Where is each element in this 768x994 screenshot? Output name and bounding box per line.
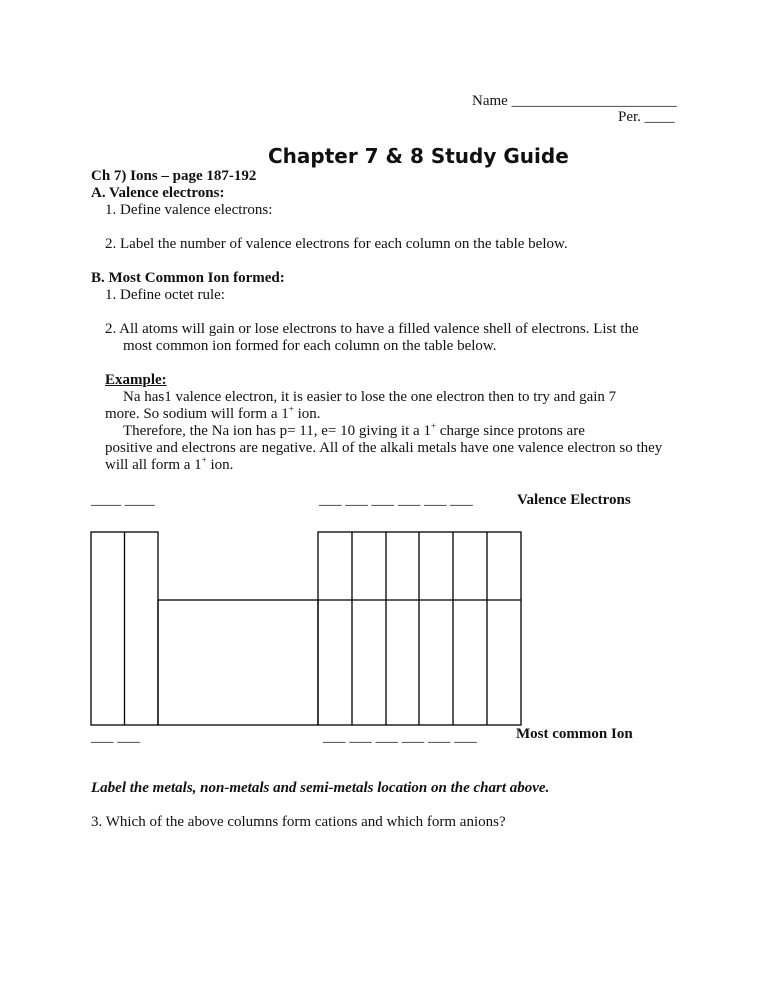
part-a-question-1: 1. Define valence electrons: <box>105 202 273 218</box>
period-field-label: Per. ____ <box>618 109 675 125</box>
example-line-5-text: will all form a 1 <box>105 457 202 473</box>
part-b-heading: B. Most Common Ion formed: <box>91 270 285 286</box>
example-line-2-superscript: + <box>288 404 294 414</box>
question-3: 3. Which of the above columns form cations and which form anions? <box>91 814 506 830</box>
ion-blanks-left: ___ ___ <box>91 729 140 745</box>
ion-blanks-right: ___ ___ ___ ___ ___ ___ <box>323 729 477 745</box>
section-heading-ch7: Ch 7) Ions – page 187-192 <box>91 168 257 184</box>
part-a-question-2: 2. Label the number of valence electrons for each column on the table below. <box>105 236 568 252</box>
example-label: Example: <box>105 372 167 388</box>
valence-blanks-right: ___ ___ ___ ___ ___ ___ <box>319 492 473 508</box>
page-title: Chapter 7 & 8 Study Guide <box>268 144 569 168</box>
example-line-5-tail: ion. <box>206 457 234 473</box>
most-common-ion-caption: Most common Ion <box>516 726 633 742</box>
example-line-1: Na has1 valence electron, it is easier to lose the one electron then to try and gain 7 <box>123 389 617 405</box>
example-line-4: positive and electrons are negative. All of the alkali metals have one valence electron so they <box>105 440 663 456</box>
example-line-3-text: Therefore, the Na ion has p= 11, e= 10 giving it a 1 <box>123 423 431 439</box>
valence-electrons-caption: Valence Electrons <box>517 492 631 508</box>
example-line-3-superscript: + <box>430 421 437 431</box>
chart-label-instruction: Label the metals, non-metals and semi-metals location on the chart above. <box>91 780 550 796</box>
part-b-question-1: 1. Define octet rule: <box>105 287 225 303</box>
example-line-2-tail: ion. <box>293 406 321 422</box>
example-line-3-tail: charge since protons are <box>436 423 585 439</box>
part-b-question-2-line-2: most common ion formed for each column on the table below. <box>123 338 497 354</box>
part-b-question-2-line-1: 2. All atoms will gain or lose electrons to have a filled valence shell of electrons. List the <box>105 321 639 337</box>
name-field-label: Name ______________________ <box>472 93 677 109</box>
example-line-2-text: more. So sodium will form a 1 <box>105 406 289 422</box>
example-line-5-superscript: + <box>201 455 207 465</box>
transition-block <box>158 600 318 725</box>
valence-blanks-left: ____ ____ <box>91 492 155 508</box>
part-a-heading: A. Valence electrons: <box>91 185 225 201</box>
